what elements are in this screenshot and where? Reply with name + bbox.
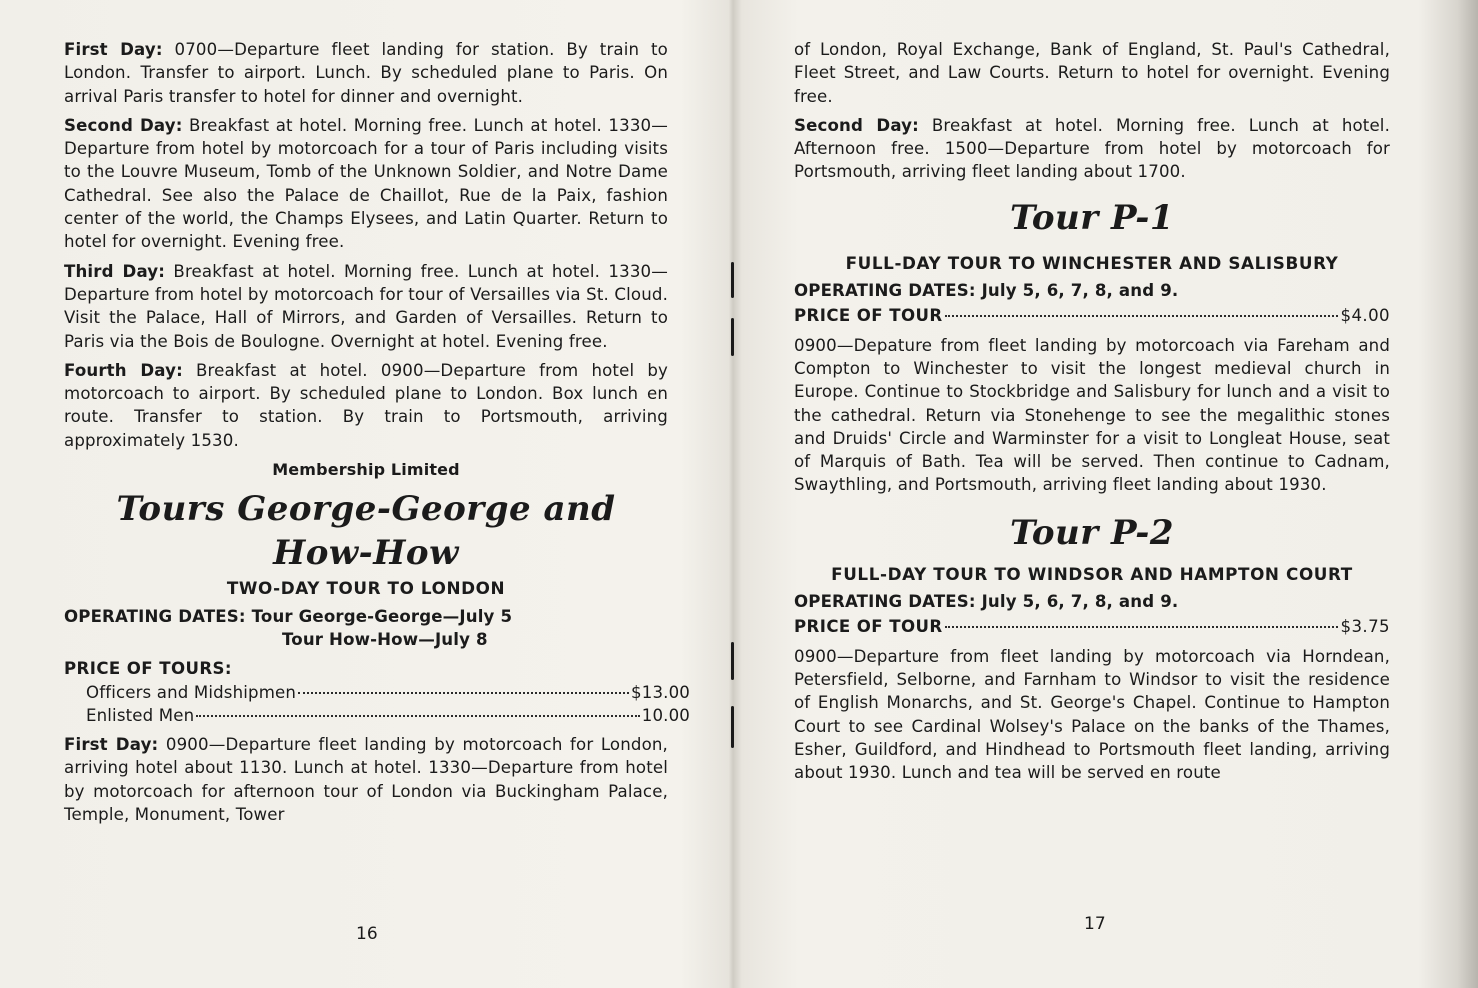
day-text: Breakfast at hotel. Morning free. Lunch at hotel. 1330—Departure from hotel by motorcoach for a tour of Paris including visits to the Louvre Museum, Tomb of the Unknown Soldier, and Notre Dame Cathedral. See also the Palace de Chaillot, Rue de la Paix, fashion center of the world, the Champs Elysees, and Latin Quarter. Return to hotel for overnight. Evening free. <box>64 115 668 252</box>
itinerary-item <box>794 114 1390 184</box>
page-number-right: 17 <box>1084 914 1106 934</box>
price-heading: PRICE OF TOURS: <box>64 659 232 679</box>
day-label: Third Day: <box>64 261 166 281</box>
itinerary-item <box>64 733 668 826</box>
day-text: Breakfast at hotel. 0900—Departure from hotel by motorcoach to airport. By scheduled plane to London. Box lunch en route. Transfer to station. By train to Portsmouth, arriving approximately 1530. <box>64 360 668 450</box>
operating-line-1: Tour George-George—July 5 <box>251 606 513 626</box>
tour-p2-title: Tour P-2 <box>1009 512 1175 553</box>
price-label: PRICE OF TOUR <box>794 617 943 637</box>
itinerary-item <box>64 114 668 254</box>
page-number-left: 16 <box>356 924 378 944</box>
tour-title: Tours George-George and How-How <box>116 489 616 574</box>
continuation-text: of London, Royal Exchange, Bank of England, St. Paul's Cathedral, Fleet Street, and Law Courts. Return to hotel for overnight. Evening free. <box>794 40 1390 106</box>
leader-dots <box>298 692 629 694</box>
day-text: 0900—Departure fleet landing by motorcoach for London, arriving hotel about 1130. Lunch at hotel. 1330—Departure from hotel by motorcoach for afternoon tour of London via Buckingham Palace, Temple, Monument, Tower <box>64 735 668 825</box>
day-text: Breakfast at hotel. Morning free. Lunch at hotel. Afternoon free. 1500—Departure from hotel by motorcoach for Portsmouth, arriving fleet landing about 1700. <box>794 115 1390 182</box>
operating-line-2: Tour How-How—July 8 <box>282 629 488 649</box>
price-row <box>64 704 690 727</box>
price-row <box>64 681 690 704</box>
tour-p2-description: 0900—Departure from fleet landing by motorcoach via Horndean, Petersfield, Selborne, and Farnham to Windsor to visit the residence of English Monarchs, and St. George's Chapel. Continue to Hampton Court to see Cardinal Wolsey's Palace on the banks of the Thames, Esher, Guildford, and Hindhead to Portsmouth fleet landing, arriving about 1930. Lunch and tea will be served en route <box>794 646 1390 783</box>
tour-p1-price-row <box>794 304 1390 327</box>
day-text: Breakfast at hotel. Morning free. Lunch at hotel. 1330—Departure from hotel by motorcoach for tour of Versailles via St. Cloud. Visit the Palace, Hall of Mirrors, and Garden of Versailles. Return to Paris via the Bois de Boulogne. Overnight at hotel. Evening free. <box>64 261 668 351</box>
price-label: Officers and Midshipmen <box>86 682 297 702</box>
tour-subtitle: TWO-DAY TOUR TO LONDON <box>226 578 506 599</box>
price-value: $4.00 <box>1340 306 1390 326</box>
tour-p1-title: Tour P-1 <box>1009 197 1175 238</box>
right-page <box>734 0 1478 988</box>
membership-note: Membership Limited <box>272 460 460 480</box>
day-text: 0700—Departure fleet landing for station. By train to London. Transfer to airport. Lunch. By scheduled plane to Paris. On arrival Paris transfer to hotel for dinner and overnight. <box>64 40 668 106</box>
price-label: Enlisted Men <box>86 705 195 725</box>
operating-dates <box>64 605 668 652</box>
tour-p2-price-row <box>794 615 1390 638</box>
tour-p2-subtitle: FULL-DAY TOUR TO WINDSOR AND HAMPTON COURT <box>831 563 1353 584</box>
day-label: Second Day: <box>64 115 183 135</box>
leader-dots <box>945 315 1339 317</box>
leader-dots <box>945 626 1339 628</box>
day-label: First Day: <box>64 735 159 755</box>
day-label: Fourth Day: <box>64 360 183 380</box>
day-label: First Day: <box>64 40 163 59</box>
day-label: Second Day: <box>794 115 919 135</box>
right-column <box>794 38 1390 790</box>
price-value: $13.00 <box>631 682 690 702</box>
itinerary-item <box>64 38 668 108</box>
tour-p2-operating-dates: OPERATING DATES: July 5, 6, 7, 8, and 9. <box>794 592 1179 612</box>
itinerary-item <box>64 260 668 353</box>
price-value: $3.75 <box>1340 617 1390 637</box>
tour-p1-description: 0900—Depature from fleet landing by motorcoach via Fareham and Compton to Winchester to visit the longest medieval church in Europe. Continue to Stockbridge and Salisbury for lunch and a visit to the cathedral. Return via Stonehenge to see the megalithic stones and Druids' Circle and Warminster for a visit to Longleat House, seat of Marquis of Bath. Tea will be served. Then continue to Cadnam, Swaythling, and Portsmouth, arriving fleet landing about 1930. <box>794 335 1390 495</box>
operating-label: OPERATING DATES: <box>64 606 246 626</box>
leader-dots <box>196 715 640 717</box>
itinerary-item <box>64 359 668 452</box>
price-value: 10.00 <box>641 705 690 725</box>
price-label: PRICE OF TOUR <box>794 306 943 326</box>
tour-p1-operating-dates: OPERATING DATES: July 5, 6, 7, 8, and 9. <box>794 281 1179 301</box>
left-column <box>64 38 690 832</box>
tour-p1-subtitle: FULL-DAY TOUR TO WINCHESTER AND SALISBURY <box>845 252 1339 273</box>
left-page <box>0 0 728 988</box>
